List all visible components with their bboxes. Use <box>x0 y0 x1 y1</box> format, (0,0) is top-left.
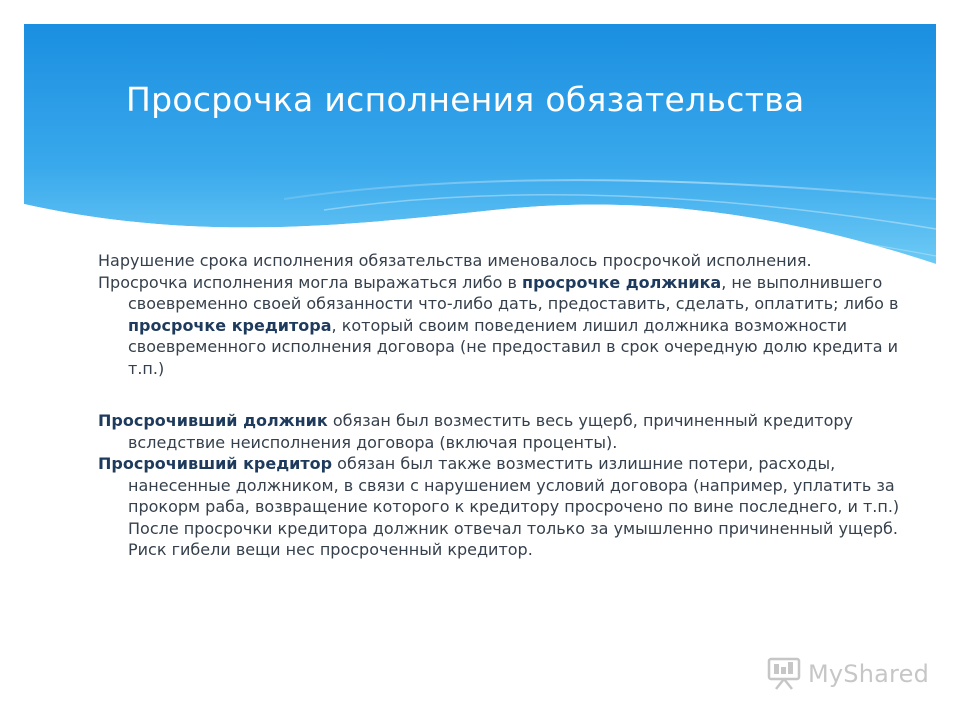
presentation-board-icon <box>766 657 802 691</box>
paragraph-text: Нарушение срока исполнения обязательства именовалось просрочкой исполнения. <box>98 251 812 270</box>
watermark <box>766 656 936 692</box>
paragraph-text: Просрочка исполнения могла выражаться либо в <box>98 272 523 292</box>
paragraph-text: обязан был также возместить излишние потери, расходы, нанесенные должником, в связи с нарушением условий договора (например, уплатить за прокорм раба, возвращение которого к кредитору просрочено по вине последнего, и т.п.) После просрочки кредитора должник отвечал только за умышленно причиненный ущерб. Риск гибели вещи нес просроченный кредитор. <box>128 454 900 559</box>
slide-title: Просрочка исполнения обязательства <box>126 80 805 119</box>
term-creditor-delay: просрочке кредитора <box>128 315 332 335</box>
paragraph-text: , который своим поведением лишил должника возможности своевременного исполнения договора (не предоставил в срок очередную долю кредита и т.п.) <box>128 315 899 378</box>
term-delayed-debtor: Просрочивший должник <box>98 411 328 430</box>
paragraph-forms <box>98 272 910 380</box>
paragraph-text: обязан был возместить весь ущерб, причиненный кредитору вследствие неисполнения договора (включая проценты). <box>128 411 854 452</box>
paragraph-gap <box>98 379 910 410</box>
slide-body <box>98 250 910 561</box>
paragraph-text: , не выполнившего своевременно своей обязанности что-либо дать, предоставить, сделать, оплатить; либо в <box>128 272 899 313</box>
paragraph-debtor <box>98 410 910 453</box>
paragraph-creditor <box>98 453 910 561</box>
term-debtor-delay: просрочке должника <box>522 272 722 292</box>
header-wave-background <box>24 24 936 284</box>
watermark-text: MyShared <box>808 660 930 688</box>
paragraph-definition <box>98 250 910 272</box>
term-delayed-creditor: Просрочивший кредитор <box>98 454 333 473</box>
